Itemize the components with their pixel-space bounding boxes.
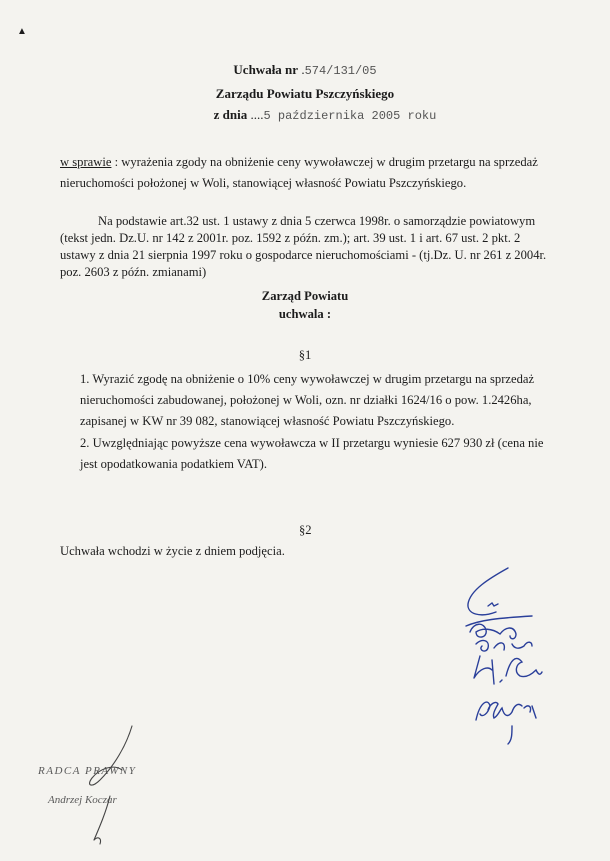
- subject-line-1: [60, 155, 538, 170]
- board-signatures-image: [440, 560, 590, 750]
- section-1-line-2: nieruchomości zabudowanej, położonej w Woli, ozn. nr działki 1624/16 o pow. 1.2426ha,: [80, 393, 532, 407]
- legal-basis-line-2: (tekst jedn. Dz.U. nr 142 z 2001r. poz. 1592 z późn. zm.); art. 39 ust. 1 i art. 67 ust. 2 pkt. 2: [60, 231, 521, 245]
- section-1-line-1: 1. Wyrazić zgodę na obniżenie o 10% ceny wywoławczej w drugim przetargu na sprzedaż: [80, 372, 535, 386]
- title-dots: .: [301, 62, 305, 77]
- date-prefix: z dnia: [213, 107, 248, 122]
- stamp-title: RADCA PRAWNY: [38, 765, 137, 777]
- resolving-body: Zarząd Powiatu: [261, 289, 349, 303]
- counsel-signature-image: [70, 722, 160, 852]
- date-value: 5 października 2005 roku: [263, 109, 437, 123]
- legal-basis-line-4: poz. 2603 z późn. zmianami): [60, 265, 207, 279]
- section-2-heading: §2: [299, 523, 312, 537]
- resolution-title: [0, 62, 610, 78]
- scan-speck-mark: ▲: [17, 26, 27, 37]
- subject-label: w sprawie: [60, 155, 112, 169]
- section-1-line-3: zapisanej w KW nr 39 082, stanowiącej własność Powiatu Pszczyńskiego.: [80, 414, 455, 428]
- section-1-line-5: jest opodatkowania podatkiem VAT).: [80, 457, 268, 471]
- resolves-label: uchwala :: [278, 307, 332, 321]
- date-dots: ....: [250, 107, 264, 122]
- section-1-heading: §1: [298, 348, 312, 362]
- title-prefix: Uchwała nr: [233, 62, 299, 77]
- signature-stroke: [468, 568, 508, 615]
- legal-basis-line-3: ustawy z dnia 21 sierpnia 1997 roku o gospodarce nieruchomościami - (tj.Dz. U. nr 261 z 2004r.: [60, 248, 547, 262]
- stamp-name: Andrzej Koczar: [48, 794, 117, 806]
- resolution-date: [0, 107, 610, 123]
- subject-line-2: nieruchomości położonej w Woli, stanowiącej własność Powiatu Pszczyńskiego.: [60, 176, 467, 190]
- section-1-line-4: 2. Uwzględniając powyższe cena wywoławcza w II przetargu wyniesie 627 930 zł (cena nie: [80, 436, 544, 450]
- section-2-text: Uchwała wchodzi w życie z dniem podjęcia.: [60, 544, 285, 558]
- legal-basis-line-1: Na podstawie art.32 ust. 1 ustawy z dnia 5 czerwca 1998r. o samorządzie powiatowym: [98, 214, 536, 228]
- board-name: Zarządu Powiatu Pszczyńskiego: [215, 86, 395, 101]
- title-number: 574/131/05: [304, 64, 377, 78]
- subject-text-1: : wyrażenia zgody na obniżenie ceny wywoławczej w drugim przetargu na sprzedaż: [111, 155, 538, 169]
